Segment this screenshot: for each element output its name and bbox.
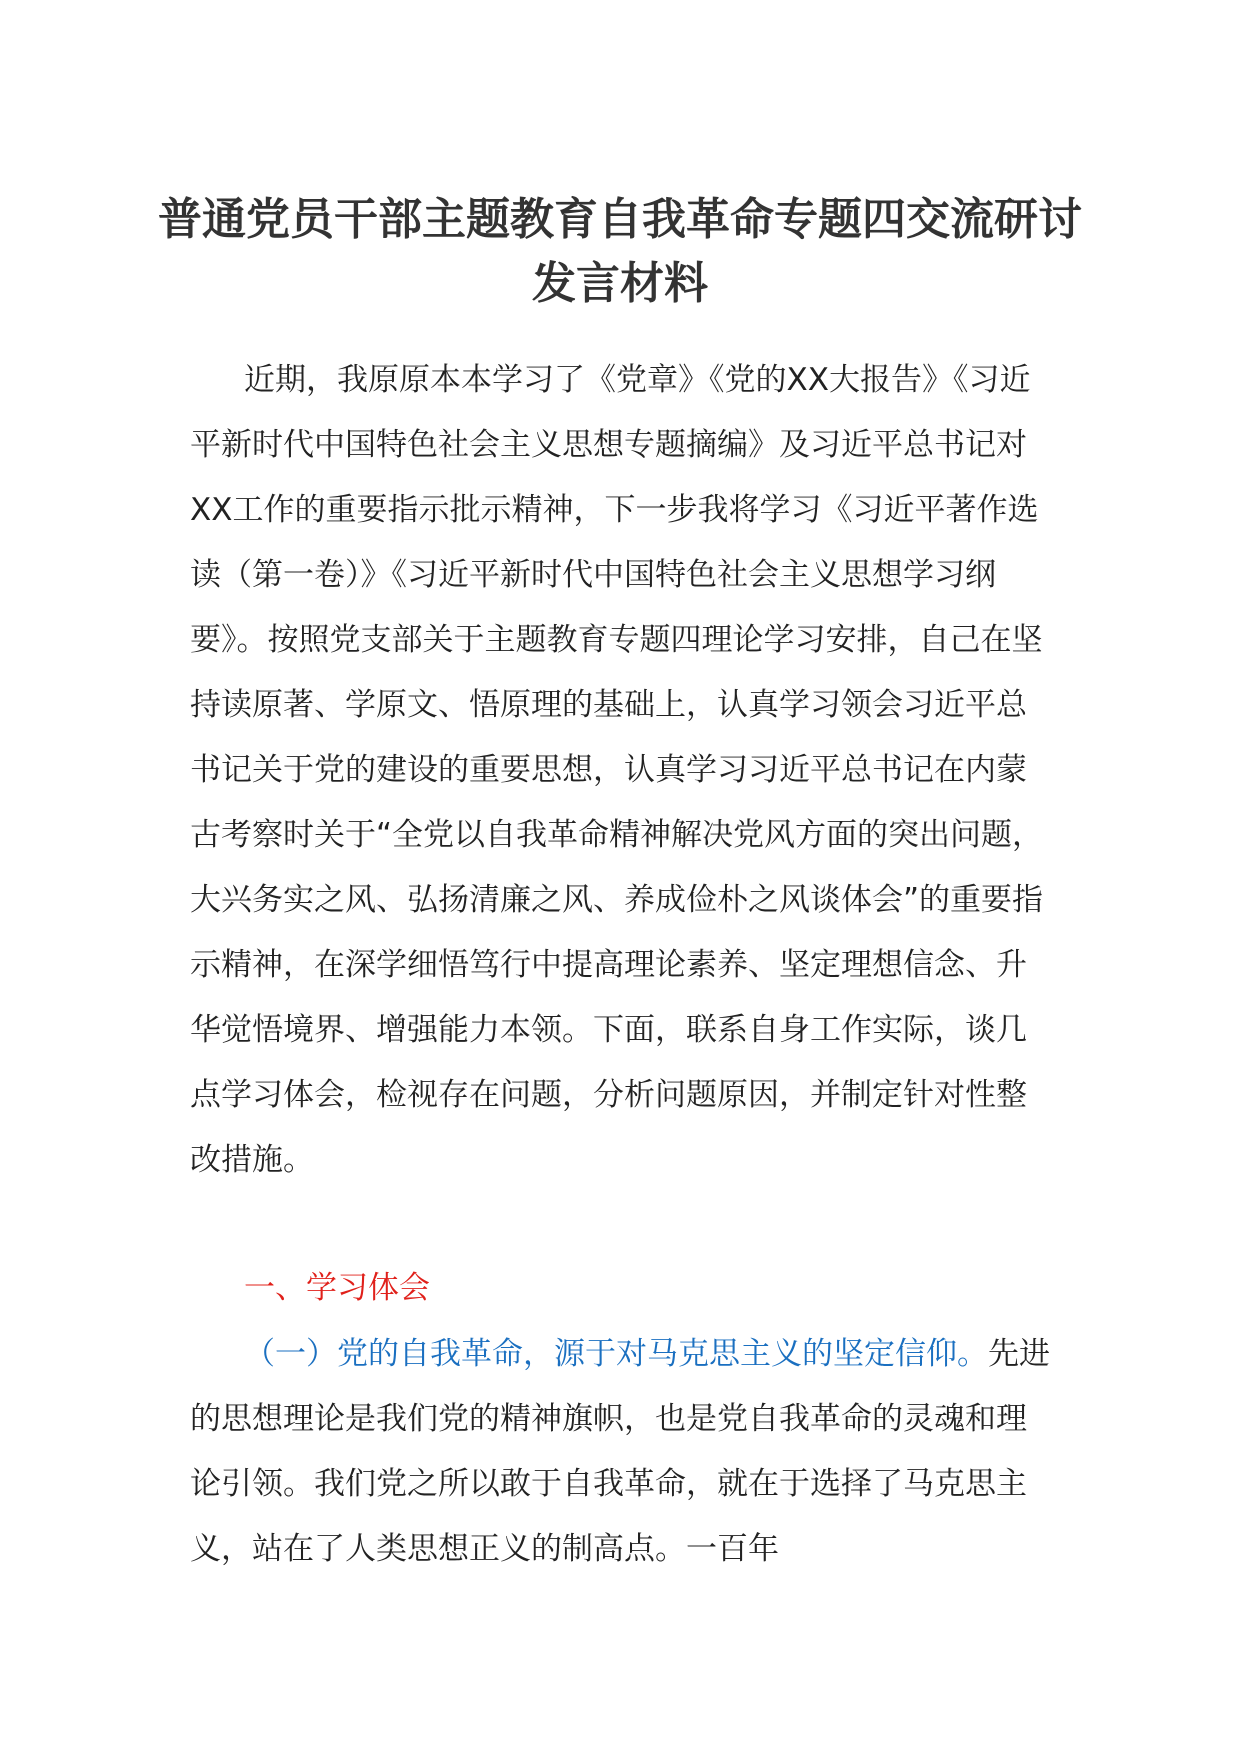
section-paragraph-text: 先进的思想理论是我们党的精神旗帜，也是党自我革命的灵魂和理论引领。我们党之所以敢于自我革命，就在于选择了马克思主义，站在了人类思想正义的制高点。一百年 xyxy=(190,1336,1050,1567)
document-title: 普通党员干部主题教育自我革命专题四交流研讨发言材料 xyxy=(158,194,1082,309)
section-heading: 一、学习体会 xyxy=(244,1270,430,1306)
section-paragraph xyxy=(190,1322,1050,1582)
intro-paragraph: 近期，我原原本本学习了《党章》《党的XX大报告》《习近平新时代中国特色社会主义思想专题摘编》及习近平总书记对XX工作的重要指示批示精神，下一步我将学习《习近平著作选读（第一卷）》《习近平新时代中国特色社会主义思想学习纲要》。按照党支部关于主题教育专题四理论学习安排，自己在坚持读原著、学原文、悟原理的基础上，认真学习领会习近平总书记关于党的建设的重要思想，认真学习习近平总书记在内蒙古考察时关于“全党以自我革命精神解决党风方面的突出问题，大兴务实之风、弘扬清廉之风、养成俭朴之风谈体会”的重要指示精神，在深学细悟笃行中提高理论素养、坚定理想信念、升华觉悟境界、增强能力本领。下面，联系自身工作实际，谈几点学习体会，检视存在问题，分析问题原因，并制定针对性整改措施。 xyxy=(190,362,1044,1178)
subheading: （一）党的自我革命，源于对马克思主义的坚定信仰。 xyxy=(244,1336,988,1372)
